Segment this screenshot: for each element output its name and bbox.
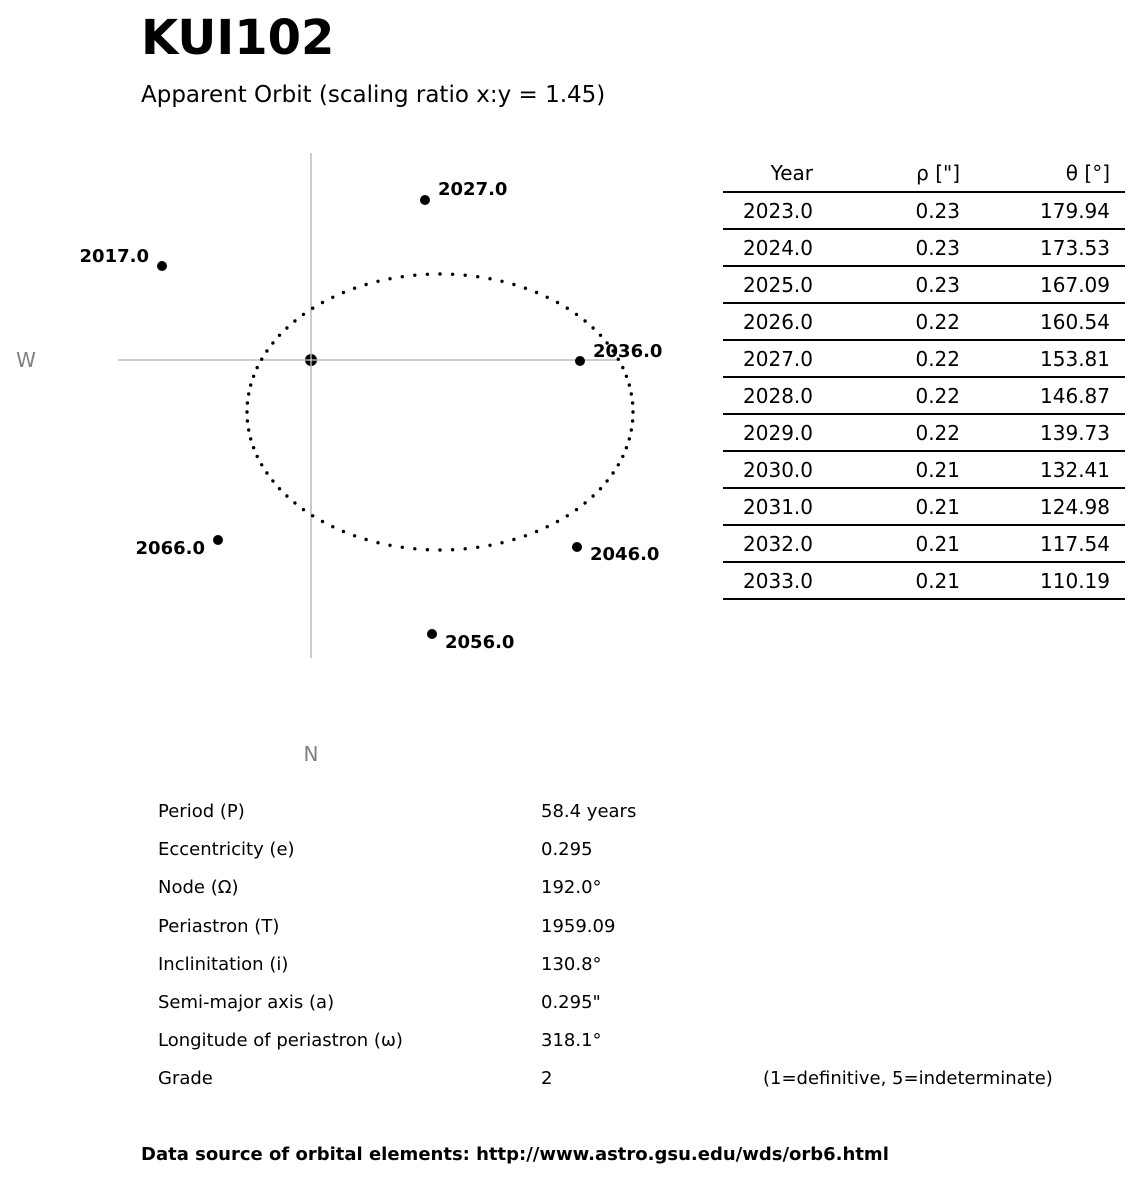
cell-year: 2029.0 [723, 414, 813, 451]
orbit-dot [631, 419, 634, 422]
orbit-dot [247, 428, 250, 431]
orbit-dot [353, 287, 356, 290]
orbit-dot [605, 479, 608, 482]
orbit-dot [599, 487, 602, 490]
orbit-dot [556, 301, 559, 304]
cell-theta: 173.53 [960, 229, 1125, 266]
orbit-dot [256, 455, 259, 458]
orbit-dot [630, 392, 633, 395]
element-value: 1959.09 [541, 915, 616, 937]
orbit-dot [245, 410, 248, 413]
orbit-dot [302, 508, 305, 511]
table-row [723, 303, 1125, 340]
cell-theta: 153.81 [960, 340, 1125, 377]
orbit-dot [566, 514, 569, 517]
orbit-dot [512, 283, 515, 286]
cell-year: 2027.0 [723, 340, 813, 377]
orbit-dot [546, 296, 549, 299]
cell-rho: 0.23 [813, 266, 960, 303]
orbit-dot [611, 471, 614, 474]
orbit-dot [464, 274, 467, 277]
table-row [723, 488, 1125, 525]
cell-year: 2031.0 [723, 488, 813, 525]
orbit-dot [566, 307, 569, 310]
cell-theta: 110.19 [960, 562, 1125, 599]
cell-theta: 124.98 [960, 488, 1125, 525]
orbit-dot [438, 272, 441, 275]
orbit-dot [249, 437, 252, 440]
orbit-dot [331, 296, 334, 299]
epoch-marker [420, 195, 430, 205]
data-source-note: Data source of orbital elements: http://www.astro.gsu.edu/wds/orb6.html [141, 1144, 889, 1165]
orbit-dot [500, 541, 503, 544]
orbit-dot [476, 275, 479, 278]
cell-rho: 0.23 [813, 192, 960, 229]
orbit-dot [260, 358, 263, 361]
orbit-dot [413, 547, 416, 550]
epoch-marker [157, 261, 167, 271]
epoch-label: 2066.0 [135, 538, 205, 559]
orbit-dot [451, 548, 454, 551]
orbit-dot [271, 341, 274, 344]
orbit-dot [376, 541, 379, 544]
orbit-dot [246, 419, 249, 422]
cell-rho: 0.21 [813, 562, 960, 599]
orbit-dot [285, 494, 288, 497]
orbit-dot [256, 366, 259, 369]
orbit-dot [476, 546, 479, 549]
element-value: 0.295 [541, 839, 593, 861]
orbit-dot [599, 334, 602, 337]
cell-theta: 179.94 [960, 192, 1125, 229]
orbit-dot [591, 494, 594, 497]
orbit-dot [583, 501, 586, 504]
orbit-dot [271, 479, 274, 482]
cell-rho: 0.22 [813, 414, 960, 451]
header-rho: ρ ["] [813, 155, 960, 192]
orbit-dot [249, 383, 252, 386]
orbit-dot [488, 544, 491, 547]
element-value: 58.4 years [541, 801, 637, 822]
orbit-dot [311, 307, 314, 310]
table-header-row [723, 155, 1125, 192]
epoch-label: 2056.0 [445, 632, 515, 653]
cell-rho: 0.23 [813, 229, 960, 266]
orbit-plot [0, 140, 700, 780]
orbit-dot [524, 287, 527, 290]
orbit-dot [342, 530, 345, 533]
chart-title: KUI102 [141, 10, 335, 66]
orbit-dot [583, 319, 586, 322]
cell-year: 2023.0 [723, 192, 813, 229]
orbit-dot [628, 437, 631, 440]
orbit-dot [247, 392, 250, 395]
orbit-path [245, 272, 634, 551]
north-direction-label: N [303, 742, 319, 766]
element-value: 192.0° [541, 877, 602, 899]
orbit-dot [625, 375, 628, 378]
orbit-dot [252, 375, 255, 378]
epoch-marker [575, 356, 585, 366]
orbit-dot [535, 291, 538, 294]
orbit-dot [464, 547, 467, 550]
orbit-dot [617, 463, 620, 466]
orbit-dot [631, 401, 634, 404]
element-label: Node (Ω) [158, 877, 239, 899]
orbit-dot [321, 520, 324, 523]
orbit-dot [591, 326, 594, 329]
epoch-marker [572, 542, 582, 552]
cell-rho: 0.22 [813, 340, 960, 377]
orbit-dot [311, 514, 314, 517]
orbit-dot [451, 273, 454, 276]
orbit-dot [575, 313, 578, 316]
orbit-dot [621, 366, 624, 369]
orbit-dot [265, 471, 268, 474]
orbit-dot [625, 446, 628, 449]
epoch-label: 2036.0 [593, 341, 663, 362]
epoch-label: 2027.0 [438, 179, 508, 200]
orbit-dot [285, 326, 288, 329]
orbit-dot [488, 277, 491, 280]
orbit-dot [556, 520, 559, 523]
west-direction-label: W [16, 348, 36, 372]
cell-rho: 0.22 [813, 303, 960, 340]
orbit-dot [364, 283, 367, 286]
orbit-dot [293, 501, 296, 504]
element-label: Period (P) [158, 801, 245, 822]
cell-year: 2032.0 [723, 525, 813, 562]
cell-theta: 132.41 [960, 451, 1125, 488]
orbit-dot [364, 538, 367, 541]
cell-year: 2033.0 [723, 562, 813, 599]
orbit-dot [438, 548, 441, 551]
cell-theta: 139.73 [960, 414, 1125, 451]
orbit-dot [535, 530, 538, 533]
orbit-dot [331, 525, 334, 528]
header-year: Year [723, 155, 813, 192]
orbit-dot [621, 455, 624, 458]
orbit-dot [628, 383, 631, 386]
element-label: Semi-major axis (a) [158, 991, 335, 1013]
element-value: 0.295" [541, 991, 601, 1013]
primary-star-marker [305, 354, 317, 366]
grade-scale-note: (1=definitive, 5=indeterminate) [763, 1068, 1053, 1090]
orbit-dot [426, 273, 429, 276]
orbit-dot [353, 534, 356, 537]
orbit-dot [252, 446, 255, 449]
orbit-dot [500, 280, 503, 283]
orbit-dot [401, 546, 404, 549]
cell-year: 2024.0 [723, 229, 813, 266]
table-row [723, 377, 1125, 414]
element-label: Grade [158, 1068, 213, 1090]
epoch-label: 2017.0 [79, 246, 149, 267]
orbit-dot [321, 301, 324, 304]
orbit-dot [413, 274, 416, 277]
orbit-dot [302, 313, 305, 316]
cell-year: 2026.0 [723, 303, 813, 340]
orbit-dot [260, 463, 263, 466]
cell-rho: 0.21 [813, 488, 960, 525]
orbit-dot [265, 349, 268, 352]
cell-rho: 0.22 [813, 377, 960, 414]
epoch-label: 2046.0 [590, 544, 660, 565]
orbit-dot [401, 275, 404, 278]
cell-year: 2025.0 [723, 266, 813, 303]
orbit-dot [342, 291, 345, 294]
table-row [723, 562, 1125, 599]
orbit-dot [575, 508, 578, 511]
table-row [723, 414, 1125, 451]
cell-theta: 167.09 [960, 266, 1125, 303]
cell-theta: 160.54 [960, 303, 1125, 340]
cell-rho: 0.21 [813, 451, 960, 488]
element-label: Longitude of periastron (ω) [158, 1030, 403, 1052]
epoch-marker [427, 629, 437, 639]
element-label: Inclinitation (i) [158, 953, 289, 975]
orbit-dot [293, 319, 296, 322]
table-row [723, 451, 1125, 488]
orbit-dot [630, 428, 633, 431]
cell-theta: 146.87 [960, 377, 1125, 414]
orbit-dot [278, 334, 281, 337]
element-value: 130.8° [541, 953, 602, 975]
chart-subtitle: Apparent Orbit (scaling ratio x:y = 1.45) [141, 82, 606, 108]
table-row [723, 229, 1125, 266]
header-theta: θ [°] [960, 155, 1125, 192]
epoch-marker [213, 535, 223, 545]
cell-year: 2028.0 [723, 377, 813, 414]
cell-year: 2030.0 [723, 451, 813, 488]
ephemeris-table [723, 155, 1125, 600]
orbit-dot [631, 410, 634, 413]
orbit-dot [512, 538, 515, 541]
orbit-dot [376, 280, 379, 283]
cell-rho: 0.21 [813, 525, 960, 562]
element-value: 2 [541, 1068, 553, 1090]
element-value: 318.1° [541, 1030, 602, 1052]
orbit-dot [388, 277, 391, 280]
element-label: Eccentricity (e) [158, 839, 295, 861]
table-row [723, 266, 1125, 303]
orbit-dot [388, 544, 391, 547]
table-row [723, 192, 1125, 229]
orbit-dot [426, 548, 429, 551]
orbit-dot [246, 401, 249, 404]
orbit-dot [524, 534, 527, 537]
table-row [723, 525, 1125, 562]
table-row [723, 340, 1125, 377]
orbit-dot [546, 525, 549, 528]
cell-theta: 117.54 [960, 525, 1125, 562]
orbit-dot [278, 487, 281, 490]
element-label: Periastron (T) [158, 915, 280, 937]
